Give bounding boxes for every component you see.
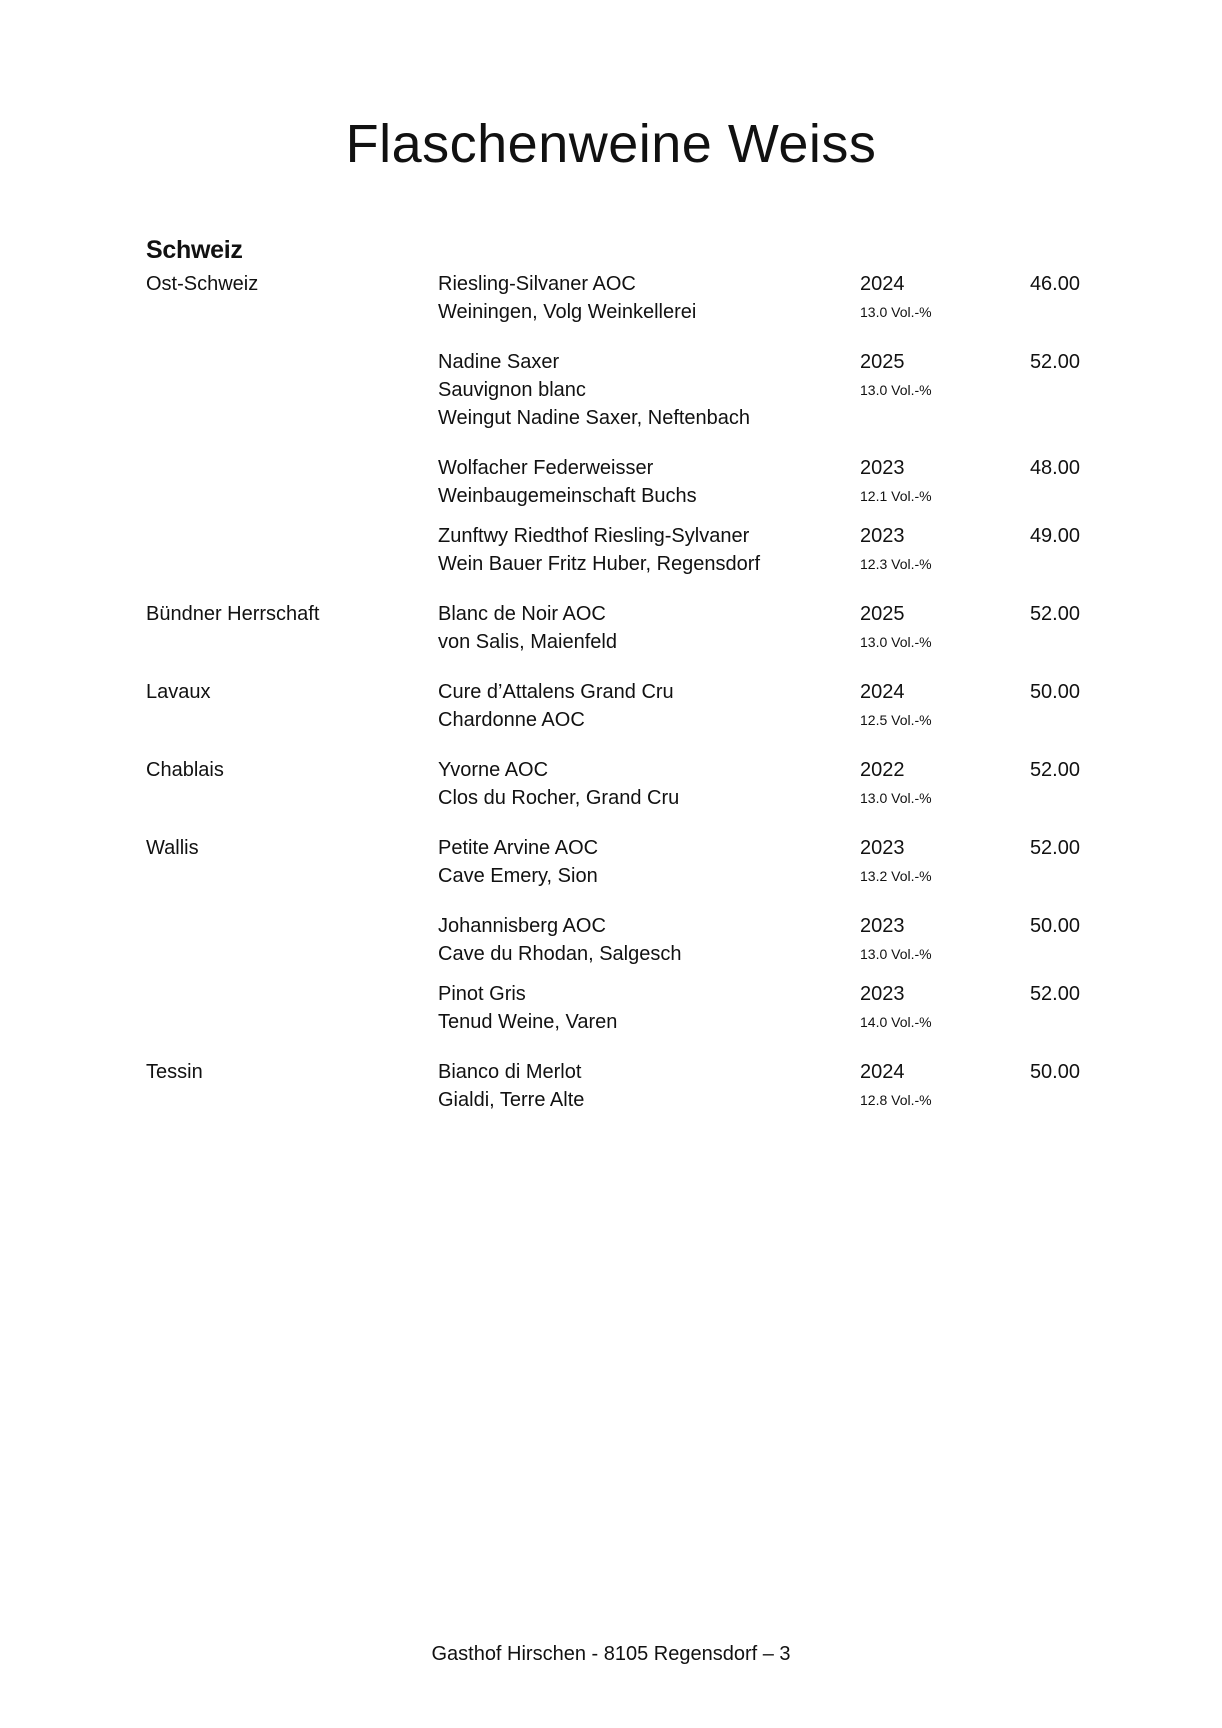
wine-detail: von Salis, Maienfeld: [438, 631, 617, 653]
wine-vintage: 2023: [860, 915, 905, 937]
wine-price: 48.00: [1029, 457, 1080, 479]
page-footer: Gasthof Hirschen - 8105 Regensdorf – 3: [431, 1643, 791, 1665]
wine-detail: Wein Bauer Fritz Huber, Regensdorf: [438, 553, 761, 575]
wine-vintage: 2025: [860, 351, 905, 373]
wine-detail: Sauvignon blanc: [438, 379, 586, 401]
wine-vintage: 2023: [860, 983, 905, 1005]
wine-alcohol: 13.0 Vol.-%: [860, 946, 932, 962]
wine-name: Zunftwy Riedthof Riesling-Sylvaner: [438, 525, 750, 547]
wine-detail: Cave du Rhodan, Salgesch: [438, 943, 682, 965]
wine-description: [438, 1058, 584, 1114]
wine-entry: [0, 912, 1222, 965]
wine-vintage: 2024: [860, 681, 905, 703]
wine-price: 52.00: [1029, 603, 1080, 625]
wine-name: Pinot Gris: [438, 983, 526, 1005]
wine-description: [438, 522, 760, 578]
wine-name: Wolfacher Federweisser: [438, 457, 654, 479]
wine-description: [438, 678, 674, 734]
wine-entry: [0, 600, 1222, 653]
wine-vintage: 2022: [860, 759, 905, 781]
wine-alcohol: 13.2 Vol.-%: [860, 868, 932, 884]
wine-region: Lavaux: [146, 681, 211, 703]
wine-entry: [0, 678, 1222, 731]
wine-alcohol: 12.1 Vol.-%: [860, 488, 932, 504]
wine-region: Wallis: [146, 837, 199, 859]
wine-description: [438, 454, 697, 510]
wine-entry: [0, 270, 1222, 323]
wine-price: 46.00: [1029, 273, 1080, 295]
wine-name: Petite Arvine AOC: [438, 837, 599, 859]
wine-name: Nadine Saxer: [438, 351, 560, 373]
page-title: Flaschenweine Weiss: [345, 114, 877, 174]
wine-detail: Weiningen, Volg Weinkellerei: [438, 301, 697, 323]
wine-alcohol: 14.0 Vol.-%: [860, 1014, 932, 1030]
wine-price: 50.00: [1029, 915, 1080, 937]
wine-entry: [0, 834, 1222, 887]
wine-detail: Tenud Weine, Varen: [438, 1011, 618, 1033]
wine-description: [438, 600, 617, 656]
wine-entry: [0, 756, 1222, 809]
wine-price: 52.00: [1029, 837, 1080, 859]
wine-name: Bianco di Merlot: [438, 1061, 582, 1083]
wine-name: Johannisberg AOC: [438, 915, 606, 937]
wine-detail: Gialdi, Terre Alte: [438, 1089, 585, 1111]
wine-description: [438, 912, 682, 968]
wine-alcohol: 12.3 Vol.-%: [860, 556, 932, 572]
section-heading: Schweiz: [146, 236, 243, 264]
wine-description: [438, 756, 679, 812]
wine-description: [438, 980, 617, 1036]
wine-alcohol: 13.0 Vol.-%: [860, 790, 932, 806]
wine-name: Riesling-Silvaner AOC: [438, 273, 636, 295]
wine-detail: Cave Emery, Sion: [438, 865, 598, 887]
wine-entry: [0, 348, 1222, 429]
wine-vintage: 2023: [860, 457, 905, 479]
wine-entry: [0, 980, 1222, 1033]
wine-price: 50.00: [1029, 681, 1080, 703]
wine-detail: Weinbaugemeinschaft Buchs: [438, 485, 697, 507]
wine-vintage: 2023: [860, 837, 905, 859]
wine-alcohol: 12.5 Vol.-%: [860, 712, 932, 728]
wine-region: Tessin: [146, 1061, 203, 1083]
wine-vintage: 2023: [860, 525, 905, 547]
wine-description: [438, 834, 598, 890]
wine-vintage: 2024: [860, 1061, 905, 1083]
wine-alcohol: 13.0 Vol.-%: [860, 304, 932, 320]
wine-detail: Chardonne AOC: [438, 709, 585, 731]
wine-region: Chablais: [146, 759, 224, 781]
wine-vintage: 2025: [860, 603, 905, 625]
wine-alcohol: 13.0 Vol.-%: [860, 382, 932, 398]
wine-price: 50.00: [1029, 1061, 1080, 1083]
wine-price: 52.00: [1029, 351, 1080, 373]
wine-description: [438, 348, 750, 432]
wine-region: Bündner Herrschaft: [146, 603, 320, 625]
wine-alcohol: 13.0 Vol.-%: [860, 634, 932, 650]
wine-description: [438, 270, 696, 326]
wine-entry: [0, 454, 1222, 507]
wine-name: Blanc de Noir AOC: [438, 603, 606, 625]
wine-price: 49.00: [1029, 525, 1080, 547]
wine-region: Ost-Schweiz: [146, 273, 259, 295]
wine-vintage: 2024: [860, 273, 905, 295]
wine-alcohol: 12.8 Vol.-%: [860, 1092, 932, 1108]
wine-entry: [0, 1058, 1222, 1111]
wine-entry: [0, 522, 1222, 575]
wine-detail: Weingut Nadine Saxer, Neftenbach: [438, 407, 751, 429]
wine-name: Cure d’Attalens Grand Cru: [438, 681, 674, 703]
wine-name: Yvorne AOC: [438, 759, 549, 781]
wine-price: 52.00: [1029, 983, 1080, 1005]
wine-price: 52.00: [1029, 759, 1080, 781]
wine-detail: Clos du Rocher, Grand Cru: [438, 787, 680, 809]
